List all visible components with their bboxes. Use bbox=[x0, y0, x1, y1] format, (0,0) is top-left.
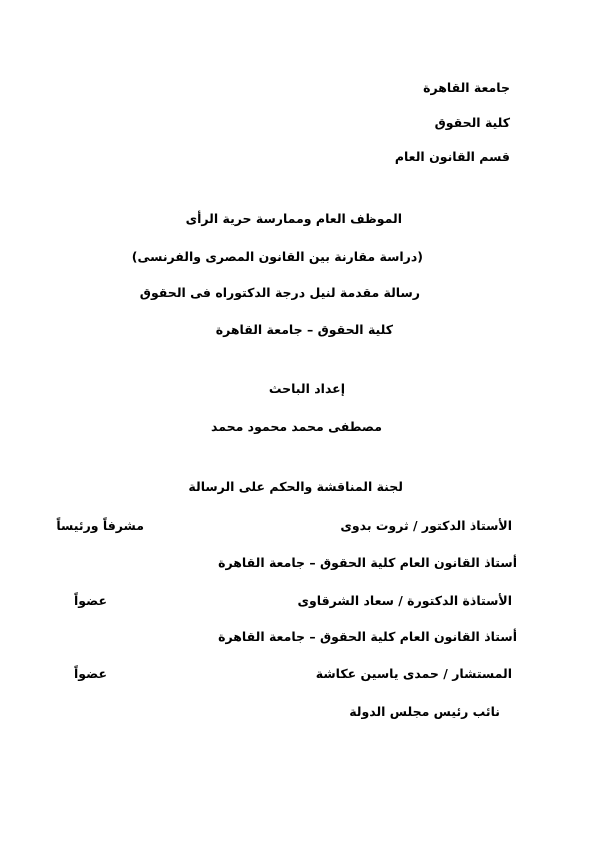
committee-member-affiliation: أستاذ القانون العام كلية الحقوق – جامعة القاهرة bbox=[218, 555, 517, 570]
committee-member-name: المستشار / حمدى ياسين عكاشة bbox=[315, 666, 512, 681]
committee-member-affiliation: نائب رئيس مجلس الدولة bbox=[349, 704, 500, 719]
university-name: جامعة القاهرة bbox=[423, 80, 510, 95]
department-name: قسم القانون العام bbox=[394, 149, 510, 164]
thesis-title: الموظف العام وممارسة حرية الرأى bbox=[185, 211, 402, 226]
committee-heading: لجنة المناقشة والحكم على الرسالة bbox=[188, 479, 403, 494]
faculty-name: كلية الحقوق bbox=[434, 115, 510, 130]
author-name: مصطفى محمد محمود محمد bbox=[210, 419, 382, 434]
committee-member-role: عضواً bbox=[74, 593, 107, 608]
committee-member-name: الأستاذة الدكتورة / سعاد الشرقاوى bbox=[297, 593, 512, 608]
committee-member-affiliation: أستاذ القانون العام كلية الحقوق – جامعة القاهرة bbox=[218, 629, 517, 644]
committee-member-name: الأستاذ الدكتور / ثروت بدوى bbox=[340, 518, 512, 533]
committee-member-role: مشرفاً ورئيساً bbox=[56, 518, 144, 533]
thesis-institution: كلية الحقوق – جامعة القاهرة bbox=[215, 322, 393, 337]
author-label: إعداد الباحث bbox=[268, 381, 345, 396]
thesis-purpose: رسالة مقدمة لنيل درجة الدكتوراه فى الحقوق bbox=[139, 285, 420, 300]
thesis-subtitle: (دراسة مقارنة بين القانون المصرى والفرنسى) bbox=[131, 249, 423, 264]
committee-member-role: عضواً bbox=[74, 666, 107, 681]
